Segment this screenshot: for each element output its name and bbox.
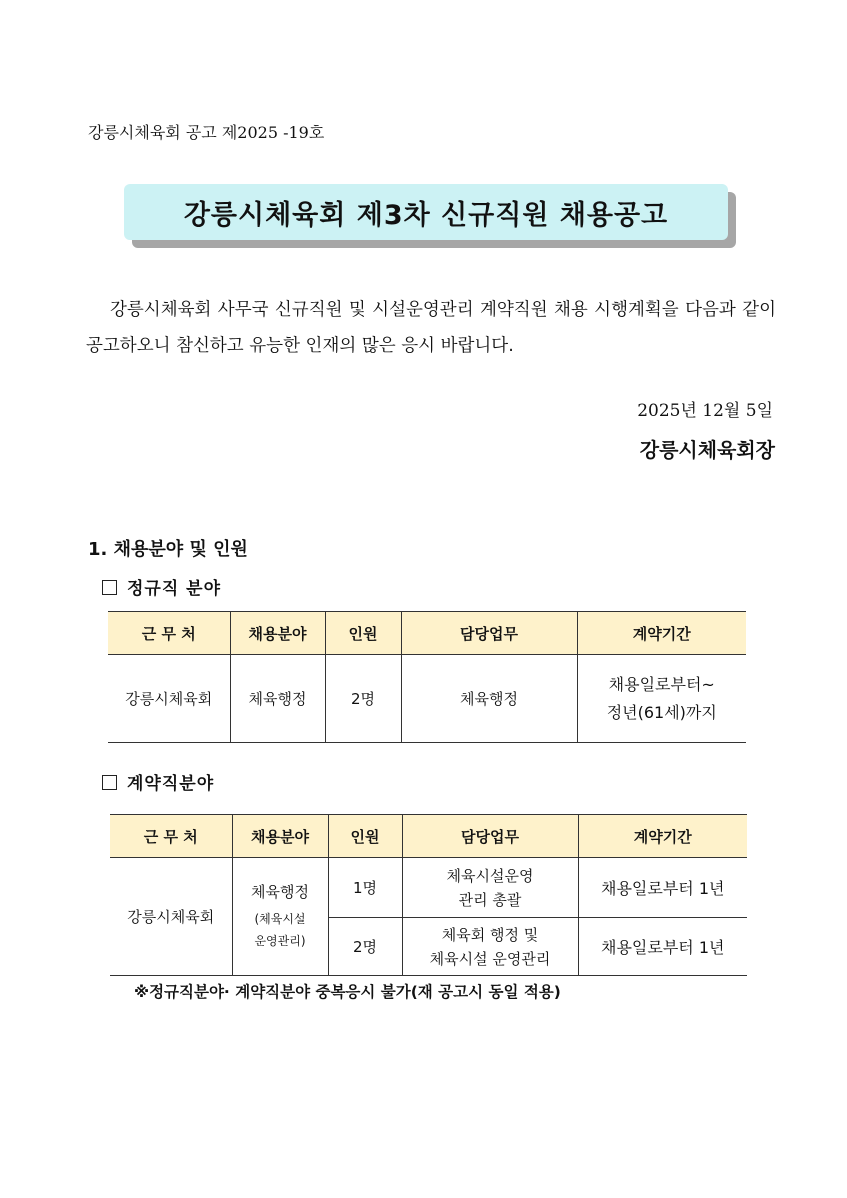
col-header: 인원 [328, 815, 402, 858]
period-line: 채용일로부터~ [608, 674, 715, 694]
cell-duty: 체육행정 [401, 655, 577, 743]
signer: 강릉시체육회장 [639, 438, 775, 462]
duplicate-note: ※정규직분야· 계약직분야 중복응시 불가(재 공고시 동일 적용) [134, 983, 561, 1001]
cell-count: 2명 [328, 918, 402, 976]
duty-line: 관리 총괄 [458, 890, 522, 909]
intro-paragraph: 강릉시체육회 사무국 신규직원 및 시설운영관리 계약직원 채용 시행계획을 다음과 같이 공고하오니 참신하고 유능한 인재의 많은 응시 바랍니다. [86, 300, 776, 356]
notice-date: 2025년 12월 5일 [637, 401, 773, 421]
col-header: 계약기간 [577, 612, 746, 655]
subsection-regular [102, 574, 221, 599]
col-header: 근 무 처 [108, 612, 230, 655]
col-header: 근 무 처 [110, 815, 232, 858]
square-bullet-icon [102, 580, 117, 595]
col-header: 담당업무 [401, 612, 577, 655]
table-header-row [108, 612, 746, 655]
duty-line: 체육시설 운영관리 [429, 949, 551, 968]
field-sub-line: (체육시설 [254, 912, 306, 926]
field-sub-line: 운영관리) [254, 934, 306, 948]
table-row [108, 655, 746, 743]
subsection-label: 계약직분야 [127, 774, 215, 794]
regular-table [108, 611, 746, 743]
table-row [110, 858, 747, 918]
field-label: 체육행정 [251, 883, 309, 901]
contract-table [110, 814, 747, 976]
cell-duty [402, 858, 578, 918]
cell-duty [402, 918, 578, 976]
cell-count: 2명 [325, 655, 401, 743]
subsection-label: 정규직 분야 [127, 579, 222, 599]
cell-field: 체육행정 [230, 655, 325, 743]
col-header: 담당업무 [402, 815, 578, 858]
table-header-row [110, 815, 747, 858]
col-header: 채용분야 [230, 612, 325, 655]
title-banner [124, 184, 728, 240]
cell-workplace: 강릉시체육회 [108, 655, 230, 743]
section-heading: 1. 채용분야 및 인원 [88, 539, 248, 560]
col-header: 채용분야 [232, 815, 328, 858]
cell-field [232, 858, 328, 976]
duty-line: 체육회 행정 및 [441, 925, 539, 944]
page-title: 강릉시체육회 제3차 신규직원 채용공고 [124, 184, 728, 240]
duty-line: 체육시설운영 [446, 866, 534, 885]
cell-count: 1명 [328, 858, 402, 918]
period-line: 정년(61세)까지 [606, 702, 717, 722]
notice-number: 강릉시체육회 공고 제2025 -19호 [88, 123, 325, 142]
cell-period: 채용일로부터 1년 [578, 858, 747, 918]
cell-period: 채용일로부터 1년 [578, 918, 747, 976]
cell-period [577, 655, 746, 743]
col-header: 계약기간 [578, 815, 747, 858]
cell-workplace: 강릉시체육회 [110, 858, 232, 976]
subsection-contract [102, 769, 214, 794]
square-bullet-icon [102, 775, 117, 790]
col-header: 인원 [325, 612, 401, 655]
